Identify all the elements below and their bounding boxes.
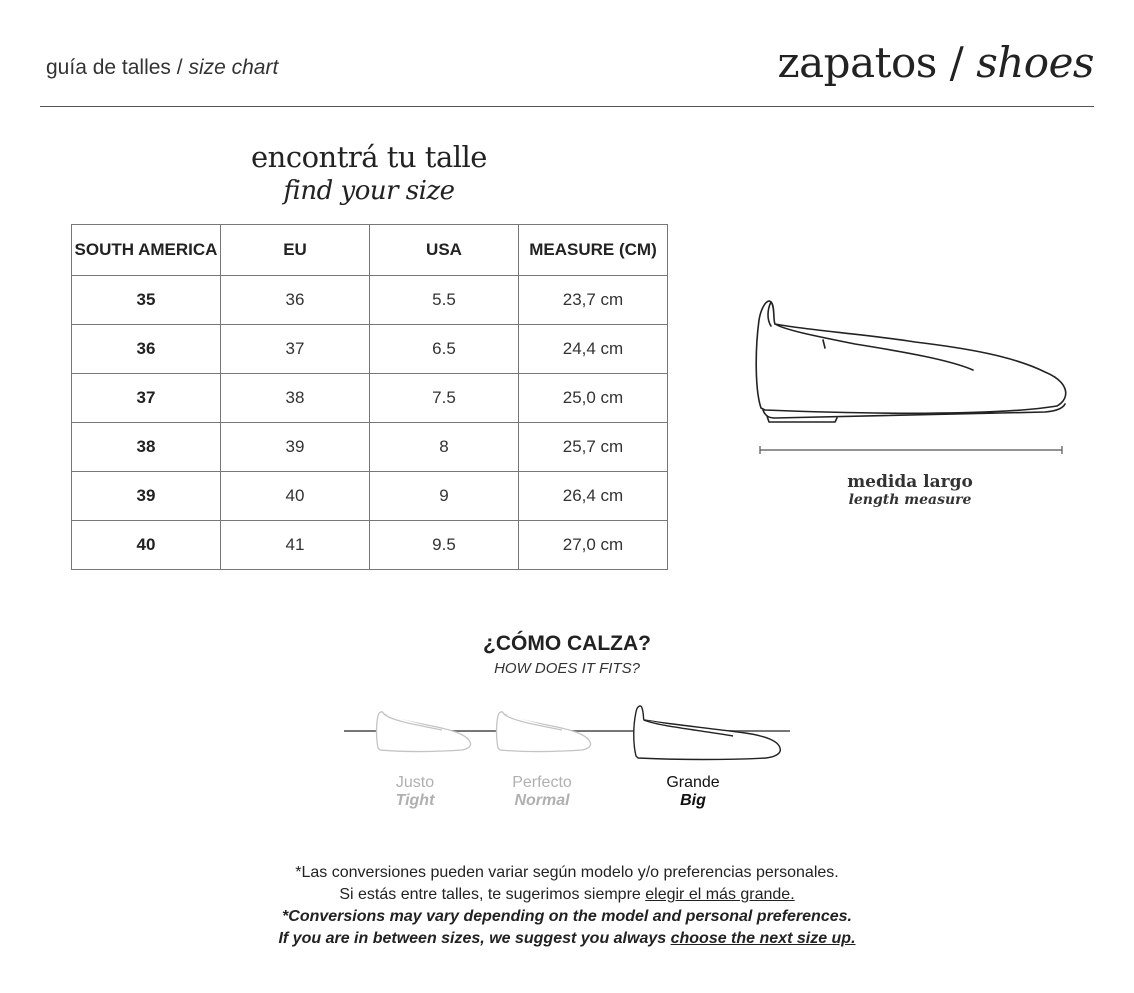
cell-measure: 23,7 cm [519,276,668,325]
column-header-usa: USA [370,225,519,276]
fit-big-es: Grande [666,774,720,791]
footer-line-2-text: Si estás entre talles, te sugerimos siempre [339,886,646,903]
cell-south-america: 38 [72,423,221,472]
fit-option-normal [472,774,612,810]
cell-usa: 8 [370,423,519,472]
table-row [72,374,668,423]
header-right-en: shoes [976,38,1094,87]
cell-eu: 36 [221,276,370,325]
table-row [72,423,668,472]
cell-south-america: 39 [72,472,221,521]
cell-eu: 38 [221,374,370,423]
fit-normal-shoe-icon [492,702,596,754]
header-left-es: guía de talles / [46,56,183,79]
length-measure-line [758,440,1066,460]
column-header-south-america: SOUTH AMERICA [72,225,221,276]
page-title-es: encontrá tu talle [251,140,487,174]
table-header-row [72,225,668,276]
footer-line-4 [150,928,984,950]
cell-eu: 37 [221,325,370,374]
footer-note [150,862,984,950]
header-divider [40,106,1094,107]
cell-measure: 27,0 cm [519,521,668,570]
cell-south-america: 35 [72,276,221,325]
fit-normal-en: Normal [514,792,570,809]
cell-south-america: 36 [72,325,221,374]
length-measure-label-en: length measure [848,492,972,508]
page-title-en: find your size [283,176,455,206]
header-left-en: size chart [188,56,279,79]
table-row [72,325,668,374]
cell-eu: 40 [221,472,370,521]
footer-line-2-emphasis: elegir el más grande. [645,886,795,903]
length-measure-label-es: medida largo [847,472,973,492]
fit-option-big [623,774,763,810]
header-right-title [778,38,1094,87]
cell-eu: 41 [221,521,370,570]
header-right-es: zapatos / [777,38,964,87]
size-table [71,224,668,570]
footer-line-4-text: If you are in between sizes, we suggest you always [278,930,671,947]
ballet-flat-icon [745,290,1075,430]
fit-tight-shoe-icon [372,702,476,754]
cell-usa: 9.5 [370,521,519,570]
table-row [72,276,668,325]
cell-usa: 9 [370,472,519,521]
cell-measure: 24,4 cm [519,325,668,374]
footer-line-1: *Las conversiones pueden variar según modelo y/o preferencias personales. [295,864,839,881]
cell-measure: 26,4 cm [519,472,668,521]
cell-measure: 25,7 cm [519,423,668,472]
column-header-eu: EU [221,225,370,276]
cell-usa: 7.5 [370,374,519,423]
cell-south-america: 40 [72,521,221,570]
cell-usa: 6.5 [370,325,519,374]
fit-big-shoe-icon [628,702,788,762]
column-header-measure: MEASURE (CM) [519,225,668,276]
footer-line-4-emphasis: choose the next size up. [670,930,856,947]
fit-title-es: ¿CÓMO CALZA? [483,632,651,655]
table-row [72,472,668,521]
fit-big-en: Big [680,792,706,809]
fit-title-en: HOW DOES IT FITS? [494,660,640,677]
cell-measure: 25,0 cm [519,374,668,423]
header-left-title [46,56,278,80]
cell-usa: 5.5 [370,276,519,325]
table-row [72,521,668,570]
footer-line-3: *Conversions may vary depending on the model and personal preferences. [282,908,852,925]
cell-eu: 39 [221,423,370,472]
fit-tight-es: Justo [395,774,435,791]
fit-normal-es: Perfecto [512,774,572,791]
fit-tight-en: Tight [395,792,435,809]
fit-option-tight [345,774,485,810]
footer-line-2 [150,884,984,906]
cell-south-america: 37 [72,374,221,423]
